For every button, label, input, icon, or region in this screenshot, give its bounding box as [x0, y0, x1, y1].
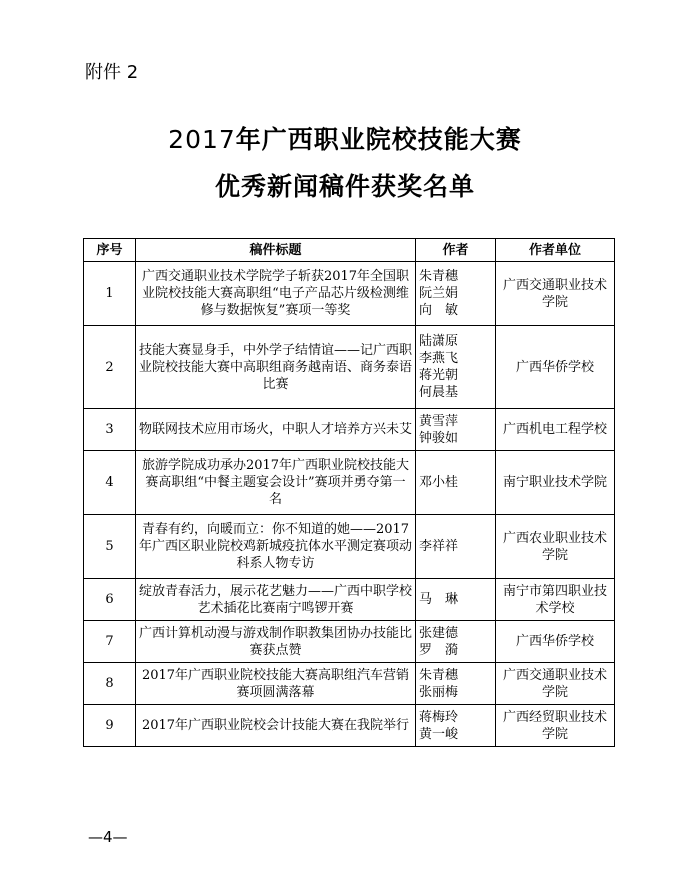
row-title: 青春有约，向暖而立：你不知道的她——2017年广西区职业院校鸡新城疫抗体水平测定赛项动科系人物专访 — [136, 515, 416, 579]
table-row — [84, 515, 615, 579]
row-authors: 黄雪萍 钟骏如 — [416, 409, 496, 451]
row-authors: 朱青穗 阮兰娟 向 敏 — [416, 262, 496, 326]
row-index: 3 — [84, 409, 136, 451]
row-title: 广西计算机动漫与游戏制作职教集团协办技能比赛获点赞 — [136, 621, 416, 663]
row-unit: 广西机电工程学校 — [496, 409, 615, 451]
row-unit: 广西交通职业技术学院 — [496, 663, 615, 705]
document-title-line1 — [0, 120, 690, 156]
row-title: 2017年广西职业院校技能大赛高职组汽车营销赛项圆满落幕 — [136, 663, 416, 705]
table-row — [84, 409, 615, 451]
table-row — [84, 705, 615, 747]
table-row — [84, 326, 615, 409]
header-author: 作者 — [416, 239, 496, 262]
row-unit: 广西农业职业技术学院 — [496, 515, 615, 579]
row-authors: 朱青穗 张丽梅 — [416, 663, 496, 705]
table-row — [84, 262, 615, 326]
row-unit: 南宁市第四职业技术学校 — [496, 579, 615, 621]
row-unit: 广西华侨学校 — [496, 621, 615, 663]
row-unit: 广西经贸职业技术学院 — [496, 705, 615, 747]
title-text: 年广西职业院校技能大赛 — [235, 125, 522, 154]
row-title: 2017年广西职业院校会计技能大赛在我院举行 — [136, 705, 416, 747]
header-index: 序号 — [84, 239, 136, 262]
row-authors: 张建德 罗 漪 — [416, 621, 496, 663]
table-row — [84, 579, 615, 621]
row-title: 广西交通职业技术学院学子斩获2017年全国职业院校技能大赛高职组“电子产品芯片级检测维修与数据恢复”赛项一等奖 — [136, 262, 416, 326]
row-index: 2 — [84, 326, 136, 409]
row-unit: 广西华侨学校 — [496, 326, 615, 409]
row-title: 旅游学院成功承办2017年广西职业院校技能大赛高职组“中餐主题宴会设计”赛项并勇夺第一名 — [136, 451, 416, 515]
row-title: 技能大赛显身手，中外学子结情谊——记广西职业院校技能大赛中高职组商务越南语、商务泰语比赛 — [136, 326, 416, 409]
attachment-label: 附件 2 — [85, 62, 139, 83]
row-authors: 马 琳 — [416, 579, 496, 621]
row-authors: 陆潇原 李燕飞 蒋光朝 何晨基 — [416, 326, 496, 409]
table-row — [84, 451, 615, 515]
row-title: 物联网技术应用市场火，中职人才培养方兴未艾 — [136, 409, 416, 451]
row-index: 8 — [84, 663, 136, 705]
row-authors: 蒋梅玲 黄一峻 — [416, 705, 496, 747]
row-index: 1 — [84, 262, 136, 326]
row-unit: 南宁职业技术学院 — [496, 451, 615, 515]
row-authors: 李祥祥 — [416, 515, 496, 579]
row-index: 7 — [84, 621, 136, 663]
page-number: —4— — [88, 828, 128, 846]
awards-table — [83, 238, 615, 747]
header-title: 稿件标题 — [136, 239, 416, 262]
table-row — [84, 663, 615, 705]
row-authors: 邓小桂 — [416, 451, 496, 515]
table-header-row — [84, 239, 615, 262]
row-index: 9 — [84, 705, 136, 747]
row-index: 4 — [84, 451, 136, 515]
header-unit: 作者单位 — [496, 239, 615, 262]
table-row — [84, 621, 615, 663]
row-index: 5 — [84, 515, 136, 579]
row-title: 绽放青春活力，展示花艺魅力——广西中职学校艺术插花比赛南宁鸣锣开赛 — [136, 579, 416, 621]
row-unit: 广西交通职业技术学院 — [496, 262, 615, 326]
document-title-line2: 优秀新闻稿件获奖名单 — [214, 172, 475, 201]
title-year: 2017 — [168, 125, 236, 154]
row-index: 6 — [84, 579, 136, 621]
